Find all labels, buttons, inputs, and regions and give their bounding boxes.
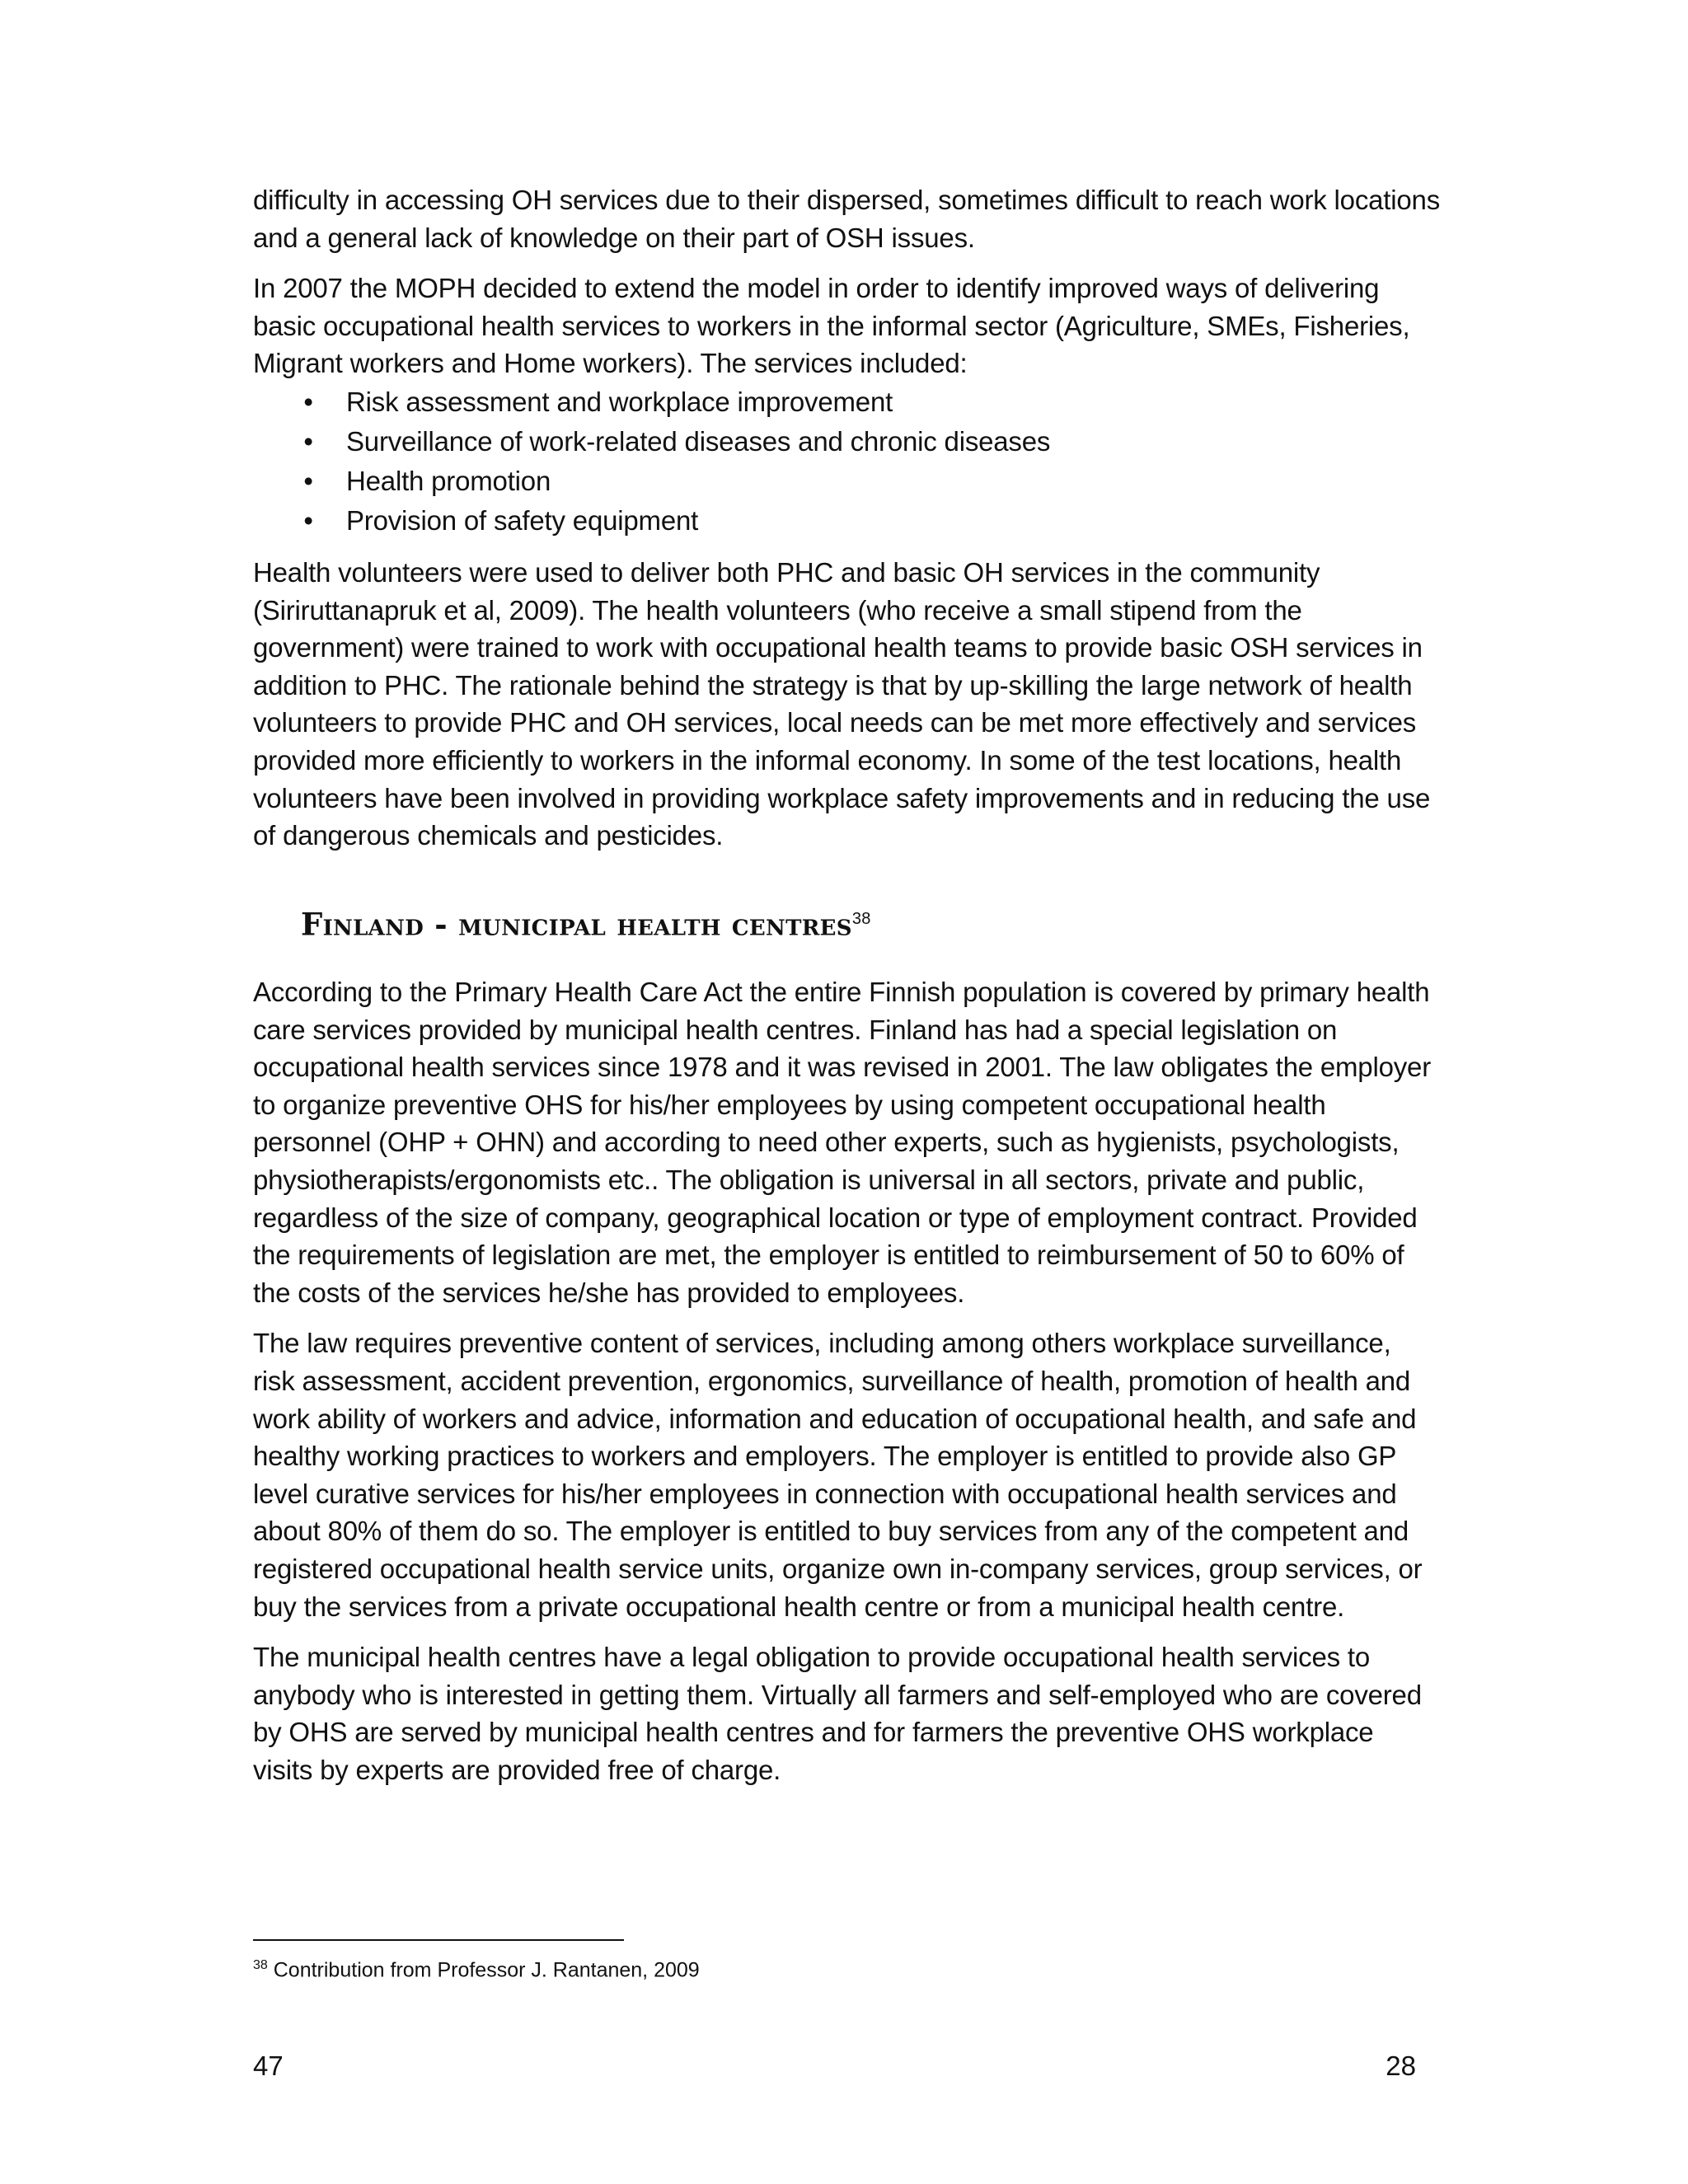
document-body [253,181,1440,1789]
services-bullet-list [253,382,1440,541]
list-item [253,501,1440,541]
paragraph-law-requirements: The law requires preventive content of services, including among others workplace surveillance, risk assessment, accident prevention, ergonomics, surveillance of health, promotion of health and work ability of workers and advice, information and education of occupational health, and safe and healthy working practices to workers and employers. The employer is entitled to provide also GP level curative services for his/her employees in connection with occupational health services and about 80% of them do so. The employer is entitled to buy services from any of the competent and registered occupational health service units, organize own in-company services, group services, or buy the services from a private occupational health centre or from a municipal health centre. [253,1328,1423,1622]
footnote-reference[interactable]: 38 [851,909,871,928]
footnote-text: Contribution from Professor J. Rantanen, 2009 [273,1958,700,1982]
page-number-right: 28 [1386,2050,1416,2081]
paragraph-primary-health-care-act: According to the Primary Health Care Act the entire Finnish population is covered by primary health care services provided by municipal health centres. Finland has had a special legislation on occupational health services since 1978 and it was revised in 2001. The law obligates the employer to organize preventive OHS for his/her employees by using competent occupational health personnel (OHP + OHN) and according to need other experts, such as hygienists, psychologists, physiotherapists/ergonomists etc.. The obligation is universal in all sectors, private and public, regardless of the size of company, geographical location or type of employment contract. Provided the requirements of legislation are met, the employer is entitled to reimbursement of 50 to 60% of the costs of the services he/she has provided to employees. [253,977,1431,1308]
paragraph-intro-continued: difficulty in accessing OH services due to their dispersed, sometimes difficult to reach work locations and a general lack of knowledge on their part of OSH issues. [253,185,1440,253]
bullet-icon: • [303,504,313,536]
paragraph-municipal-obligation: The municipal health centres have a legal obligation to provide occupational health services to anybody who is interested in getting them. Virtually all farmers and self-employed who are covered by OHS are served by municipal health centres and for farmers the preventive OHS workplace visits by experts are provided free of charge. [253,1642,1422,1785]
paragraph-moph-extension: In 2007 the MOPH decided to extend the model in order to identify improved ways of delivering basic occupational health services to workers in the informal sector (Agriculture, SMEs, Fisheries, Migrant workers and Home workers). The services included: [253,273,1410,379]
list-item-text: Provision of safety equipment [346,504,699,536]
page-number-left: 47 [253,2050,284,2081]
paragraph-health-volunteers: Health volunteers were used to deliver both PHC and basic OH services in the community (Siriruttanapruk et al, 2009). The health volunteers (who receive a small stipend from the government) were trained to work with occupational health teams to provide basic OSH services in addition to PHC. The rationale behind the strategy is that by up-skilling the large network of health volunteers to provide PHC and OH services, local needs can be met more effectively and services provided more efficiently to workers in the informal economy. In some of the test locations, health volunteers have been involved in providing workplace safety improvements and in reducing the use of dangerous chemicals and pesticides. [253,556,1431,851]
list-item-text: Risk assessment and workplace improvement [346,386,893,417]
list-item-text: Health promotion [346,465,551,496]
list-item-text: Surveillance of work-related diseases and chronic diseases [346,425,1051,457]
footnote [253,1953,700,1982]
bullet-icon: • [303,465,313,496]
footnote-number: 38 [253,1958,268,1972]
section-heading [253,902,1440,943]
list-item [253,422,1440,462]
list-item [253,462,1440,501]
bullet-icon: • [303,386,313,417]
footnote-divider [253,1939,624,1941]
section-heading-text: Finland - municipal health centres [301,906,852,943]
bullet-icon: • [303,425,313,457]
list-item [253,382,1440,422]
